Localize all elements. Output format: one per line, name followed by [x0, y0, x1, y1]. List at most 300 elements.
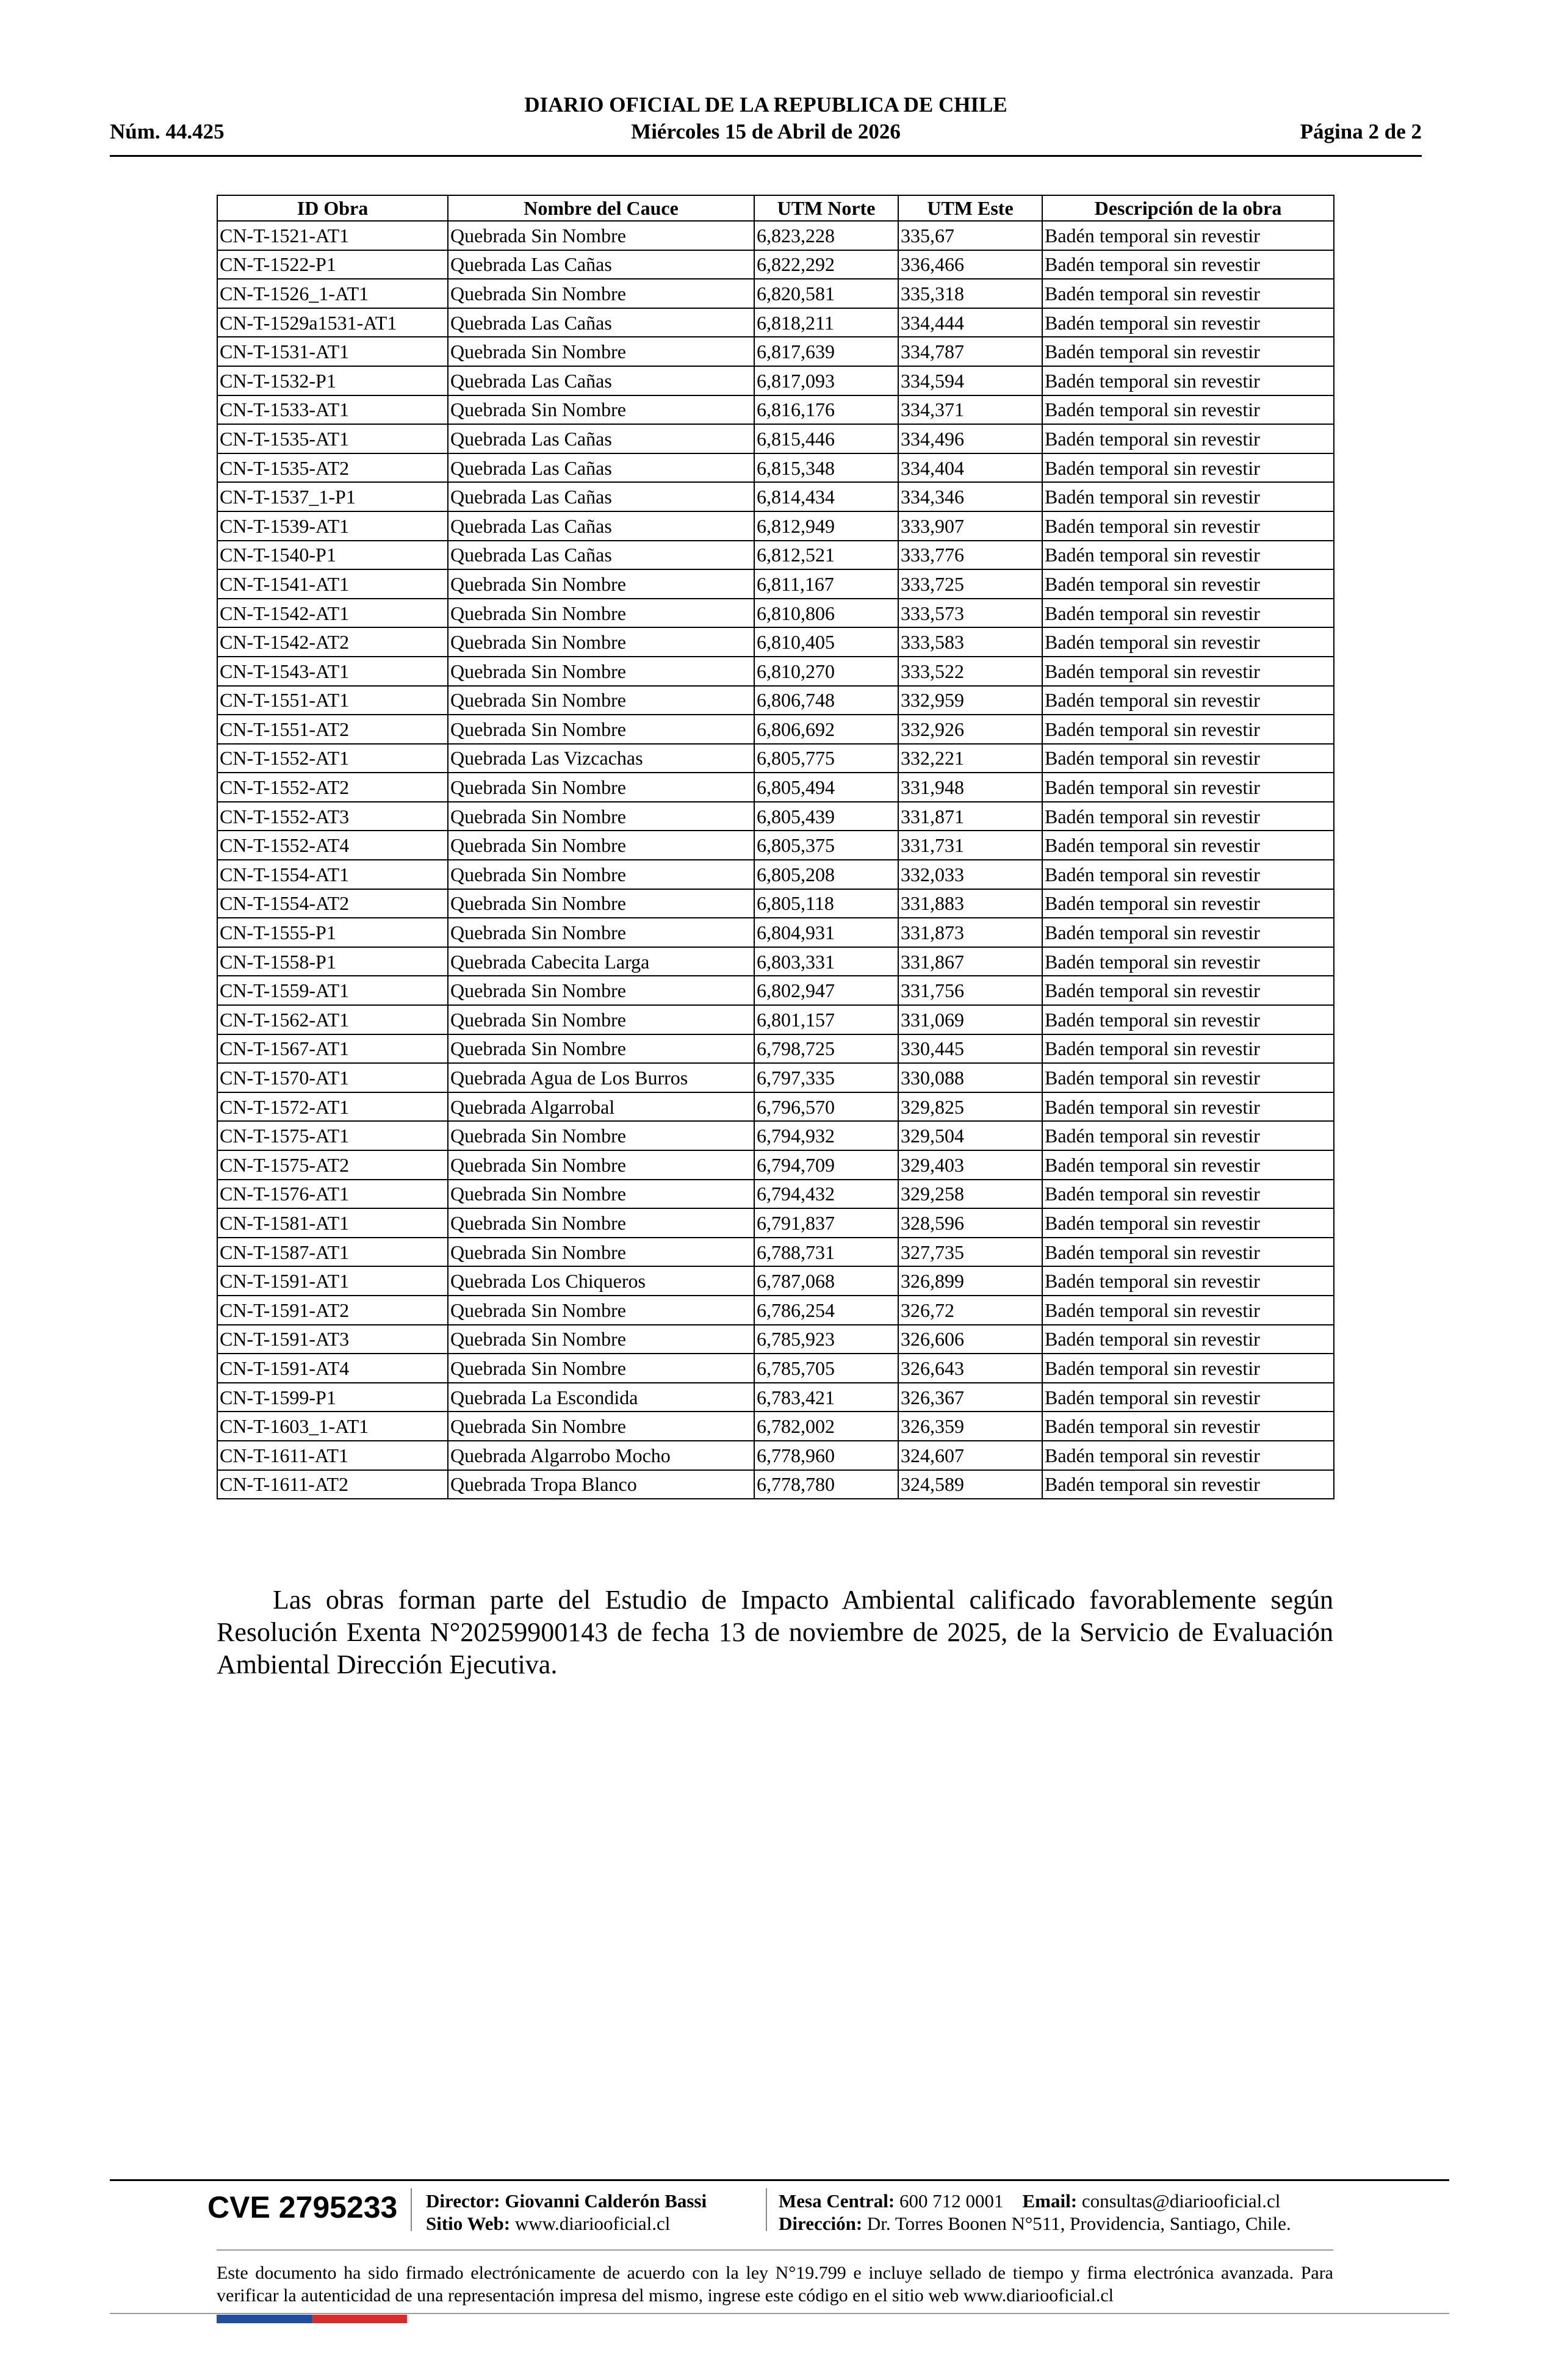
cve-code: CVE 2795233 [207, 2190, 398, 2224]
cell-utm-este: 336,466 [898, 250, 1042, 279]
table-row [217, 860, 1334, 889]
cell-utm-este: 331,948 [898, 773, 1042, 802]
table-row [217, 686, 1334, 715]
cell-utm-norte: 6,810,405 [754, 627, 898, 657]
cell-id-obra: CN-T-1552-AT2 [217, 773, 448, 802]
cell-descripcion: Badén temporal sin revestir [1042, 511, 1334, 541]
table-row [217, 511, 1334, 541]
table-row [217, 221, 1334, 250]
table-row [217, 1063, 1334, 1092]
cell-utm-este: 334,404 [898, 453, 1042, 483]
page-number: Página 2 de 2 [1300, 120, 1422, 143]
table-row [217, 308, 1334, 337]
cell-descripcion: Badén temporal sin revestir [1042, 424, 1334, 453]
cell-nombre-cauce: Quebrada Las Cañas [448, 541, 754, 570]
cell-descripcion: Badén temporal sin revestir [1042, 976, 1334, 1005]
mesa-label: Mesa Central: [779, 2190, 895, 2212]
cell-id-obra: CN-T-1537_1-P1 [217, 482, 448, 511]
footer-separator [766, 2188, 767, 2231]
cell-nombre-cauce: Quebrada Sin Nombre [448, 569, 754, 599]
cell-utm-norte: 6,810,270 [754, 657, 898, 686]
cell-nombre-cauce: Quebrada Sin Nombre [448, 1208, 754, 1238]
cell-utm-norte: 6,822,292 [754, 250, 898, 279]
table-row [217, 366, 1334, 395]
table-row [217, 1325, 1334, 1354]
cell-utm-este: 335,318 [898, 279, 1042, 308]
cell-utm-norte: 6,816,176 [754, 395, 898, 425]
cell-descripcion: Badén temporal sin revestir [1042, 599, 1334, 628]
email-label: Email: [1022, 2190, 1078, 2212]
cell-utm-norte: 6,783,421 [754, 1383, 898, 1412]
cell-descripcion: Badén temporal sin revestir [1042, 453, 1334, 483]
cell-utm-norte: 6,794,932 [754, 1121, 898, 1150]
cell-utm-norte: 6,796,570 [754, 1092, 898, 1122]
cell-descripcion: Badén temporal sin revestir [1042, 1063, 1334, 1092]
table-row [217, 831, 1334, 860]
cell-id-obra: CN-T-1552-AT3 [217, 802, 448, 831]
director-label: Director: [426, 2190, 500, 2212]
cell-utm-norte: 6,817,639 [754, 337, 898, 366]
column-header: ID Obra [217, 195, 448, 221]
cell-descripcion: Badén temporal sin revestir [1042, 221, 1334, 250]
cell-nombre-cauce: Quebrada Sin Nombre [448, 1238, 754, 1267]
cell-nombre-cauce: Quebrada Algarrobo Mocho [448, 1441, 754, 1470]
table-row [217, 482, 1334, 511]
director-name: Giovanni Calderón Bassi [505, 2190, 707, 2212]
table-row [217, 1296, 1334, 1325]
table-header-row [217, 195, 1334, 221]
cell-id-obra: CN-T-1554-AT2 [217, 889, 448, 918]
cell-nombre-cauce: Quebrada Sin Nombre [448, 657, 754, 686]
table-row [217, 1441, 1334, 1470]
cell-descripcion: Badén temporal sin revestir [1042, 366, 1334, 395]
table-row [217, 1266, 1334, 1296]
cell-nombre-cauce: Quebrada Sin Nombre [448, 1150, 754, 1180]
table-row [217, 947, 1334, 976]
cell-utm-este: 324,607 [898, 1441, 1042, 1470]
cell-utm-este: 332,033 [898, 860, 1042, 889]
table-row [217, 889, 1334, 918]
cell-utm-norte: 6,820,581 [754, 279, 898, 308]
footer-divider [110, 2179, 1449, 2181]
footer-contact-block [779, 2190, 1291, 2235]
cell-utm-este: 332,221 [898, 744, 1042, 773]
cell-nombre-cauce: Quebrada Sin Nombre [448, 976, 754, 1005]
cell-id-obra: CN-T-1551-AT2 [217, 715, 448, 744]
cell-nombre-cauce: Quebrada Las Cañas [448, 482, 754, 511]
cell-utm-este: 333,583 [898, 627, 1042, 657]
table-row [217, 976, 1334, 1005]
cell-utm-norte: 6,805,118 [754, 889, 898, 918]
cell-nombre-cauce: Quebrada Las Cañas [448, 308, 754, 337]
cell-nombre-cauce: Quebrada Sin Nombre [448, 279, 754, 308]
table-row [217, 715, 1334, 744]
cell-nombre-cauce: Quebrada Sin Nombre [448, 831, 754, 860]
cell-utm-este: 326,606 [898, 1325, 1042, 1354]
cell-utm-norte: 6,785,923 [754, 1325, 898, 1354]
table-row [217, 1354, 1334, 1383]
cell-utm-este: 331,731 [898, 831, 1042, 860]
cell-utm-norte: 6,794,709 [754, 1150, 898, 1180]
issue-date: Miércoles 15 de Abril de 2026 [631, 120, 901, 143]
table-row [217, 1150, 1334, 1180]
cell-nombre-cauce: Quebrada Sin Nombre [448, 686, 754, 715]
cell-utm-norte: 6,810,806 [754, 599, 898, 628]
cell-utm-este: 329,403 [898, 1150, 1042, 1180]
cell-id-obra: CN-T-1587-AT1 [217, 1238, 448, 1267]
cell-utm-este: 326,643 [898, 1354, 1042, 1383]
cell-nombre-cauce: Quebrada Sin Nombre [448, 1354, 754, 1383]
cell-nombre-cauce: Quebrada Las Cañas [448, 511, 754, 541]
cell-nombre-cauce: Quebrada Sin Nombre [448, 1005, 754, 1034]
cell-utm-este: 324,589 [898, 1470, 1042, 1499]
cell-utm-norte: 6,818,211 [754, 308, 898, 337]
table-row [217, 1121, 1334, 1150]
cell-utm-norte: 6,814,434 [754, 482, 898, 511]
cell-nombre-cauce: Quebrada Sin Nombre [448, 627, 754, 657]
legal-notice: Este documento ha sido firmado electrónicamente de acuerdo con la ley N°19.799 e incluye sellado de tiempo y firma electrónica avanzada. Para verificar la autenticidad de una representación impresa del mismo, ingrese este código en el sitio web www.diariooficial.cl [217, 2263, 1333, 2306]
cell-utm-norte: 6,801,157 [754, 1005, 898, 1034]
cell-id-obra: CN-T-1575-AT2 [217, 1150, 448, 1180]
email-link[interactable]: consultas@diariooficial.cl [1081, 2190, 1281, 2212]
cell-utm-este: 334,594 [898, 366, 1042, 395]
cell-descripcion: Badén temporal sin revestir [1042, 715, 1334, 744]
cell-descripcion: Badén temporal sin revestir [1042, 1150, 1334, 1180]
cell-utm-este: 329,825 [898, 1092, 1042, 1122]
cell-nombre-cauce: Quebrada Sin Nombre [448, 889, 754, 918]
cell-utm-este: 330,445 [898, 1034, 1042, 1064]
table-row [217, 802, 1334, 831]
direccion-value: Dr. Torres Boonen N°511, Providencia, Santiago, Chile. [866, 2213, 1291, 2234]
cell-utm-norte: 6,805,375 [754, 831, 898, 860]
cell-nombre-cauce: Quebrada Las Cañas [448, 424, 754, 453]
cell-nombre-cauce: Quebrada Sin Nombre [448, 802, 754, 831]
cell-utm-este: 334,787 [898, 337, 1042, 366]
cell-descripcion: Badén temporal sin revestir [1042, 889, 1334, 918]
cell-utm-norte: 6,806,748 [754, 686, 898, 715]
direccion-label: Dirección: [779, 2213, 863, 2234]
cell-utm-este: 333,907 [898, 511, 1042, 541]
cell-id-obra: CN-T-1572-AT1 [217, 1092, 448, 1122]
cell-nombre-cauce: Quebrada Sin Nombre [448, 1034, 754, 1064]
cell-id-obra: CN-T-1540-P1 [217, 541, 448, 570]
cell-utm-norte: 6,815,446 [754, 424, 898, 453]
cell-utm-este: 331,867 [898, 947, 1042, 976]
table-row [217, 569, 1334, 599]
cell-id-obra: CN-T-1603_1-AT1 [217, 1412, 448, 1441]
cell-descripcion: Badén temporal sin revestir [1042, 1354, 1334, 1383]
cell-utm-este: 329,258 [898, 1180, 1042, 1209]
web-link[interactable]: www.diariooficial.cl [514, 2213, 671, 2234]
cell-nombre-cauce: Quebrada Sin Nombre [448, 1121, 754, 1150]
header-divider [110, 155, 1422, 157]
cell-id-obra: CN-T-1533-AT1 [217, 395, 448, 425]
mesa-phone: 600 712 0001 [899, 2190, 1004, 2212]
table-row [217, 395, 1334, 425]
cell-descripcion: Badén temporal sin revestir [1042, 918, 1334, 947]
cell-nombre-cauce: Quebrada Sin Nombre [448, 715, 754, 744]
cell-utm-norte: 6,791,837 [754, 1208, 898, 1238]
table-row [217, 1470, 1334, 1499]
cell-utm-norte: 6,805,208 [754, 860, 898, 889]
cell-utm-norte: 6,786,254 [754, 1296, 898, 1325]
cell-nombre-cauce: Quebrada Las Cañas [448, 453, 754, 483]
cell-id-obra: CN-T-1535-AT2 [217, 453, 448, 483]
cell-id-obra: CN-T-1611-AT1 [217, 1441, 448, 1470]
cell-id-obra: CN-T-1599-P1 [217, 1383, 448, 1412]
cell-utm-norte: 6,805,494 [754, 773, 898, 802]
flag-blue-stripe [217, 2315, 312, 2323]
cell-id-obra: CN-T-1529a1531-AT1 [217, 308, 448, 337]
cell-nombre-cauce: Quebrada Las Cañas [448, 366, 754, 395]
cell-utm-este: 331,873 [898, 918, 1042, 947]
cell-id-obra: CN-T-1542-AT2 [217, 627, 448, 657]
cell-utm-norte: 6,805,439 [754, 802, 898, 831]
cell-id-obra: CN-T-1558-P1 [217, 947, 448, 976]
cell-id-obra: CN-T-1521-AT1 [217, 221, 448, 250]
cell-id-obra: CN-T-1532-P1 [217, 366, 448, 395]
cell-descripcion: Badén temporal sin revestir [1042, 1296, 1334, 1325]
cell-descripcion: Badén temporal sin revestir [1042, 541, 1334, 570]
cell-utm-este: 326,899 [898, 1266, 1042, 1296]
cell-utm-este: 332,959 [898, 686, 1042, 715]
cell-descripcion: Badén temporal sin revestir [1042, 802, 1334, 831]
cell-utm-norte: 6,787,068 [754, 1266, 898, 1296]
cell-id-obra: CN-T-1554-AT1 [217, 860, 448, 889]
cell-utm-este: 326,367 [898, 1383, 1042, 1412]
column-header: UTM Norte [754, 195, 898, 221]
cell-nombre-cauce: Quebrada Las Cañas [448, 250, 754, 279]
cell-descripcion: Badén temporal sin revestir [1042, 395, 1334, 425]
cell-descripcion: Badén temporal sin revestir [1042, 1266, 1334, 1296]
table-row [217, 424, 1334, 453]
cell-id-obra: CN-T-1570-AT1 [217, 1063, 448, 1092]
table-row [217, 773, 1334, 802]
cell-id-obra: CN-T-1522-P1 [217, 250, 448, 279]
cell-nombre-cauce: Quebrada Sin Nombre [448, 1180, 754, 1209]
cell-utm-norte: 6,815,348 [754, 453, 898, 483]
cell-utm-este: 334,496 [898, 424, 1042, 453]
cell-id-obra: CN-T-1575-AT1 [217, 1121, 448, 1150]
cell-nombre-cauce: Quebrada La Escondida [448, 1383, 754, 1412]
cell-utm-norte: 6,805,775 [754, 744, 898, 773]
cell-nombre-cauce: Quebrada Cabecita Larga [448, 947, 754, 976]
cell-nombre-cauce: Quebrada Tropa Blanco [448, 1470, 754, 1499]
cell-utm-norte: 6,823,228 [754, 221, 898, 250]
cell-id-obra: CN-T-1531-AT1 [217, 337, 448, 366]
cell-descripcion: Badén temporal sin revestir [1042, 279, 1334, 308]
cell-utm-norte: 6,803,331 [754, 947, 898, 976]
cell-utm-este: 334,346 [898, 482, 1042, 511]
table-row [217, 337, 1334, 366]
flag-red-stripe [312, 2315, 407, 2323]
cell-descripcion: Badén temporal sin revestir [1042, 686, 1334, 715]
cell-id-obra: CN-T-1567-AT1 [217, 1034, 448, 1064]
cell-utm-norte: 6,811,167 [754, 569, 898, 599]
cell-utm-norte: 6,812,521 [754, 541, 898, 570]
cell-utm-este: 333,522 [898, 657, 1042, 686]
cell-descripcion: Badén temporal sin revestir [1042, 947, 1334, 976]
cell-id-obra: CN-T-1542-AT1 [217, 599, 448, 628]
table-row [217, 279, 1334, 308]
cell-id-obra: CN-T-1591-AT4 [217, 1354, 448, 1383]
cell-nombre-cauce: Quebrada Agua de Los Burros [448, 1063, 754, 1092]
cell-utm-este: 331,871 [898, 802, 1042, 831]
cell-descripcion: Badén temporal sin revestir [1042, 1325, 1334, 1354]
cell-utm-este: 333,573 [898, 599, 1042, 628]
cell-utm-norte: 6,778,960 [754, 1441, 898, 1470]
cell-descripcion: Badén temporal sin revestir [1042, 1238, 1334, 1267]
table-row [217, 627, 1334, 657]
table-row [217, 1034, 1334, 1064]
cell-descripcion: Badén temporal sin revestir [1042, 308, 1334, 337]
cell-nombre-cauce: Quebrada Las Vizcachas [448, 744, 754, 773]
cell-id-obra: CN-T-1591-AT3 [217, 1325, 448, 1354]
cell-descripcion: Badén temporal sin revestir [1042, 744, 1334, 773]
table-row [217, 599, 1334, 628]
cell-utm-norte: 6,788,731 [754, 1238, 898, 1267]
table-row [217, 1005, 1334, 1034]
cell-nombre-cauce: Quebrada Sin Nombre [448, 337, 754, 366]
column-header: UTM Este [898, 195, 1042, 221]
cell-utm-este: 328,596 [898, 1208, 1042, 1238]
table-row [217, 918, 1334, 947]
cell-nombre-cauce: Quebrada Sin Nombre [448, 1412, 754, 1441]
cell-nombre-cauce: Quebrada Sin Nombre [448, 1296, 754, 1325]
issue-number: Núm. 44.425 [110, 120, 225, 143]
table-row [217, 1208, 1334, 1238]
cell-descripcion: Badén temporal sin revestir [1042, 337, 1334, 366]
cell-nombre-cauce: Quebrada Algarrobal [448, 1092, 754, 1122]
cell-id-obra: CN-T-1591-AT1 [217, 1266, 448, 1296]
cell-descripcion: Badén temporal sin revestir [1042, 1121, 1334, 1150]
table-row [217, 453, 1334, 483]
cell-utm-este: 327,735 [898, 1238, 1042, 1267]
footer-director-block [426, 2190, 707, 2235]
cell-nombre-cauce: Quebrada Sin Nombre [448, 599, 754, 628]
table-row [217, 744, 1334, 773]
cell-descripcion: Badén temporal sin revestir [1042, 1412, 1334, 1441]
cell-nombre-cauce: Quebrada Sin Nombre [448, 395, 754, 425]
cell-nombre-cauce: Quebrada Sin Nombre [448, 1325, 754, 1354]
cell-id-obra: CN-T-1555-P1 [217, 918, 448, 947]
cell-utm-norte: 6,817,093 [754, 366, 898, 395]
cell-id-obra: CN-T-1539-AT1 [217, 511, 448, 541]
cell-descripcion: Badén temporal sin revestir [1042, 627, 1334, 657]
cell-descripcion: Badén temporal sin revestir [1042, 482, 1334, 511]
cell-id-obra: CN-T-1526_1-AT1 [217, 279, 448, 308]
cell-descripcion: Badén temporal sin revestir [1042, 860, 1334, 889]
cell-descripcion: Badén temporal sin revestir [1042, 250, 1334, 279]
table-row [217, 657, 1334, 686]
cell-utm-este: 333,776 [898, 541, 1042, 570]
cell-utm-este: 334,371 [898, 395, 1042, 425]
cell-utm-este: 326,359 [898, 1412, 1042, 1441]
cell-descripcion: Badén temporal sin revestir [1042, 1383, 1334, 1412]
column-header: Descripción de la obra [1042, 195, 1334, 221]
cell-utm-norte: 6,797,335 [754, 1063, 898, 1092]
cell-utm-norte: 6,794,432 [754, 1180, 898, 1209]
table-row [217, 1383, 1334, 1412]
cell-utm-norte: 6,782,002 [754, 1412, 898, 1441]
cell-utm-norte: 6,778,780 [754, 1470, 898, 1499]
cell-id-obra: CN-T-1535-AT1 [217, 424, 448, 453]
cell-utm-este: 331,756 [898, 976, 1042, 1005]
cell-descripcion: Badén temporal sin revestir [1042, 569, 1334, 599]
cell-id-obra: CN-T-1562-AT1 [217, 1005, 448, 1034]
resolution-paragraph: Las obras forman parte del Estudio de Impacto Ambiental calificado favorablemente según Resolución Exenta N°20259900143 de fecha 13 de noviembre de 2025, de la Servicio de Evaluación Ambiental Dirección Ejecutiva. [217, 1585, 1333, 1679]
obras-table [217, 195, 1334, 1499]
cell-utm-este: 326,72 [898, 1296, 1042, 1325]
cell-id-obra: CN-T-1541-AT1 [217, 569, 448, 599]
cell-utm-este: 333,725 [898, 569, 1042, 599]
flag-stripe [217, 2315, 407, 2323]
cell-nombre-cauce: Quebrada Sin Nombre [448, 221, 754, 250]
cell-id-obra: CN-T-1591-AT2 [217, 1296, 448, 1325]
cell-id-obra: CN-T-1611-AT2 [217, 1470, 448, 1499]
table-row [217, 1238, 1334, 1267]
cell-id-obra: CN-T-1581-AT1 [217, 1208, 448, 1238]
cell-nombre-cauce: Quebrada Sin Nombre [448, 860, 754, 889]
cell-descripcion: Badén temporal sin revestir [1042, 1208, 1334, 1238]
footer-separator [411, 2188, 412, 2231]
cell-id-obra: CN-T-1576-AT1 [217, 1180, 448, 1209]
cell-descripcion: Badén temporal sin revestir [1042, 657, 1334, 686]
cell-nombre-cauce: Quebrada Sin Nombre [448, 918, 754, 947]
column-header: Nombre del Cauce [448, 195, 754, 221]
newspaper-title: DIARIO OFICIAL DE LA REPUBLICA DE CHILE [524, 93, 1007, 117]
cell-descripcion: Badén temporal sin revestir [1042, 1441, 1334, 1470]
cell-descripcion: Badén temporal sin revestir [1042, 831, 1334, 860]
cell-utm-este: 331,883 [898, 889, 1042, 918]
cell-utm-norte: 6,806,692 [754, 715, 898, 744]
cell-utm-norte: 6,804,931 [754, 918, 898, 947]
footer-divider [217, 2249, 1333, 2251]
cell-utm-este: 334,444 [898, 308, 1042, 337]
cell-utm-este: 329,504 [898, 1121, 1042, 1150]
cell-utm-este: 330,088 [898, 1063, 1042, 1092]
cell-descripcion: Badén temporal sin revestir [1042, 773, 1334, 802]
cell-id-obra: CN-T-1543-AT1 [217, 657, 448, 686]
cell-descripcion: Badén temporal sin revestir [1042, 1092, 1334, 1122]
table-row [217, 1180, 1334, 1209]
cell-descripcion: Badén temporal sin revestir [1042, 1034, 1334, 1064]
cell-descripcion: Badén temporal sin revestir [1042, 1180, 1334, 1209]
cell-descripcion: Badén temporal sin revestir [1042, 1470, 1334, 1499]
cell-utm-norte: 6,812,949 [754, 511, 898, 541]
table-row [217, 541, 1334, 570]
table-row [217, 1092, 1334, 1122]
cell-utm-este: 331,069 [898, 1005, 1042, 1034]
page-header [110, 93, 1422, 160]
table-row [217, 250, 1334, 279]
cell-utm-norte: 6,802,947 [754, 976, 898, 1005]
footer-divider [110, 2313, 1449, 2314]
cell-id-obra: CN-T-1551-AT1 [217, 686, 448, 715]
cell-id-obra: CN-T-1552-AT4 [217, 831, 448, 860]
cell-descripcion: Badén temporal sin revestir [1042, 1005, 1334, 1034]
web-label: Sitio Web: [426, 2213, 511, 2234]
cell-nombre-cauce: Quebrada Sin Nombre [448, 773, 754, 802]
cell-nombre-cauce: Quebrada Los Chiqueros [448, 1266, 754, 1296]
cell-utm-este: 335,67 [898, 221, 1042, 250]
cell-utm-norte: 6,798,725 [754, 1034, 898, 1064]
cell-utm-este: 332,926 [898, 715, 1042, 744]
cell-id-obra: CN-T-1559-AT1 [217, 976, 448, 1005]
cell-id-obra: CN-T-1552-AT1 [217, 744, 448, 773]
table-row [217, 1412, 1334, 1441]
cell-utm-norte: 6,785,705 [754, 1354, 898, 1383]
